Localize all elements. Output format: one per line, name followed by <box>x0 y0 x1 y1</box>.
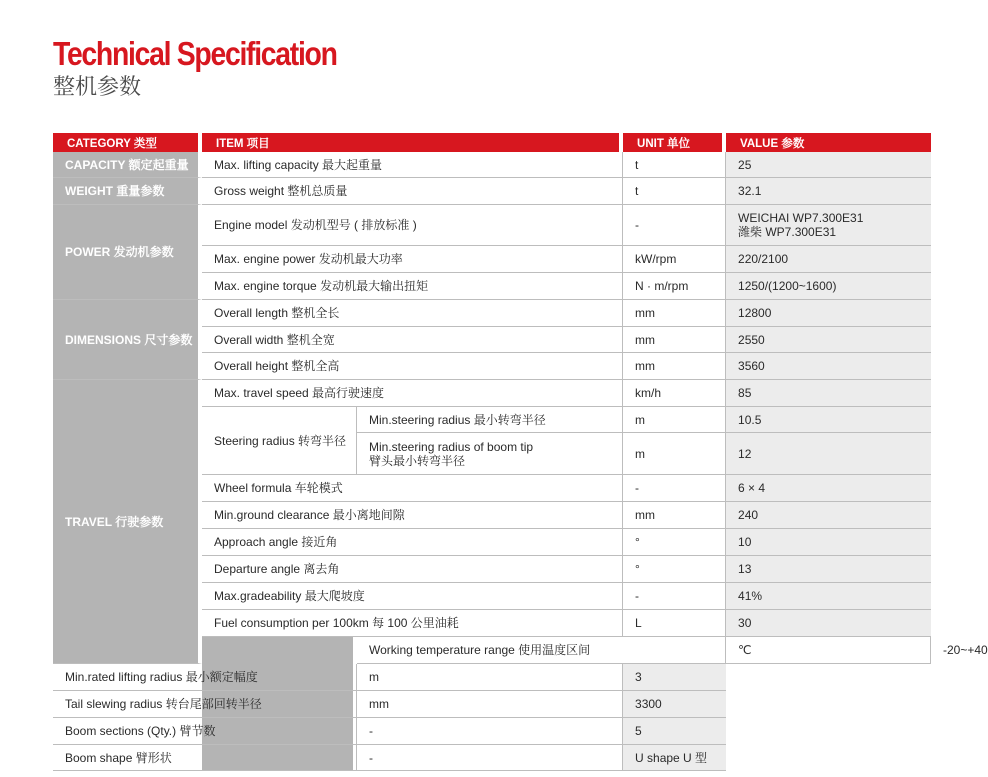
value-cell: 3 <box>623 664 726 691</box>
value-cell: 1250/(1200~1600) <box>726 273 931 300</box>
unit-cell: mm <box>623 327 726 353</box>
value-cell: 85 <box>726 380 931 407</box>
item-cell-steering-radius: Steering radius 转弯半径 <box>202 407 357 475</box>
value-cell: 2550 <box>726 327 931 353</box>
value-cell: 5 <box>623 718 726 745</box>
table-row <box>53 691 931 718</box>
item-cell: Max. engine power 发动机最大功率 <box>202 246 623 273</box>
category-capacity: CAPACITY 额定起重量 <box>53 152 202 178</box>
item-cell: Boom shape 臂形状 <box>53 745 357 771</box>
table-row: Working temperature range 使用温度区间 ℃ -20~+40 <box>53 637 931 664</box>
spec-table <box>53 133 988 771</box>
subitem-line: Min.steering radius of boom tip <box>369 439 534 454</box>
table-row <box>53 205 931 246</box>
value-cell: 6 × 4 <box>726 475 931 502</box>
value-cell: 3560 <box>726 353 931 380</box>
item-cell: Min.rated lifting radius 最小额定幅度 <box>53 664 357 691</box>
value-cell: 220/2100 <box>726 246 931 273</box>
column-header-category: CATEGORY 类型 <box>53 133 202 152</box>
item-cell: Boom sections (Qty.) 臂节数 <box>53 718 357 745</box>
column-header-unit: UNIT 单位 <box>623 133 726 152</box>
table-row <box>53 380 931 407</box>
value-cell: 12 <box>726 433 931 475</box>
subitem-cell: Min.steering radius 最小转弯半径 <box>357 407 623 433</box>
table-row <box>53 664 931 691</box>
item-cell: Max. travel speed 最高行驶速度 <box>202 380 623 407</box>
value-cell <box>726 205 931 246</box>
table-row <box>53 745 931 771</box>
unit-cell: - <box>623 475 726 502</box>
unit-cell: ℃ <box>726 637 931 664</box>
value-cell: 13 <box>726 556 931 583</box>
unit-cell: km/h <box>623 380 726 407</box>
table-header-row <box>53 133 931 152</box>
value-cell: 240 <box>726 502 931 529</box>
unit-cell: - <box>357 745 623 771</box>
table-row <box>53 718 931 745</box>
unit-cell: t <box>623 152 726 178</box>
item-cell: Tail slewing radius 转台尾部回转半径 <box>53 691 357 718</box>
unit-cell: mm <box>623 502 726 529</box>
item-cell: Departure angle 离去角 <box>202 556 623 583</box>
value-line: 潍柴 WP7.300E31 <box>738 225 837 239</box>
value-cell: 30 <box>726 610 931 637</box>
value-cell: 32.1 <box>726 178 931 205</box>
item-cell: Max. lifting capacity 最大起重量 <box>202 152 623 178</box>
item-cell: Max.gradeability 最大爬坡度 <box>202 583 623 610</box>
category-dimensions: DIMENSIONS 尺寸参数 <box>53 300 202 380</box>
unit-cell: - <box>623 583 726 610</box>
item-cell: Engine model 发动机型号 ( 排放标准 ) <box>202 205 623 246</box>
value-cell: U shape U 型 <box>623 745 726 771</box>
subitem-line: 臂头最小转弯半径 <box>369 453 466 468</box>
table-row <box>53 178 931 205</box>
item-cell: Wheel formula 车轮模式 <box>202 475 623 502</box>
value-cell: 12800 <box>726 300 931 327</box>
table-row <box>53 300 931 327</box>
unit-cell: m <box>357 664 623 691</box>
unit-cell: N · m/rpm <box>623 273 726 300</box>
page-subtitle: 整机参数 <box>53 75 142 100</box>
column-header-item: ITEM 项目 <box>202 133 623 152</box>
unit-cell: t <box>623 178 726 205</box>
item-cell: Working temperature range 使用温度区间 <box>357 637 726 664</box>
unit-cell: ° <box>623 556 726 583</box>
unit-cell: mm <box>623 300 726 327</box>
category-travel: TRAVEL 行驶参数 <box>53 380 202 664</box>
value-cell: 10.5 <box>726 407 931 433</box>
unit-cell: ° <box>623 529 726 556</box>
value-cell: 41% <box>726 583 931 610</box>
item-cell: Max. engine torque 发动机最大输出扭矩 <box>202 273 623 300</box>
item-cell: Min.ground clearance 最小离地间隙 <box>202 502 623 529</box>
value-line: WEICHAI WP7.300E31 <box>738 211 864 225</box>
column-header-value: VALUE 参数 <box>726 133 931 152</box>
unit-cell: kW/rpm <box>623 246 726 273</box>
value-cell: 25 <box>726 152 931 178</box>
category-weight: WEIGHT 重量参数 <box>53 178 202 205</box>
value-cell: 10 <box>726 529 931 556</box>
unit-cell: m <box>623 433 726 475</box>
item-cell: Gross weight 整机总质量 <box>202 178 623 205</box>
category-power: POWER 发动机参数 <box>53 205 202 300</box>
item-cell: Overall height 整机全高 <box>202 353 623 380</box>
unit-cell: mm <box>357 691 623 718</box>
item-cell: Approach angle 接近角 <box>202 529 623 556</box>
table-row <box>53 152 931 178</box>
item-cell: Fuel consumption per 100km 每 100 公里油耗 <box>202 610 623 637</box>
unit-cell: L <box>623 610 726 637</box>
item-cell: Overall length 整机全长 <box>202 300 623 327</box>
value-cell: 3300 <box>623 691 726 718</box>
unit-cell: - <box>623 205 726 246</box>
item-cell: Overall width 整机全宽 <box>202 327 623 353</box>
unit-cell: m <box>623 407 726 433</box>
unit-cell: - <box>357 718 623 745</box>
subitem-cell <box>357 433 623 475</box>
unit-cell: mm <box>623 353 726 380</box>
page-title: Technical Specification <box>53 35 337 72</box>
